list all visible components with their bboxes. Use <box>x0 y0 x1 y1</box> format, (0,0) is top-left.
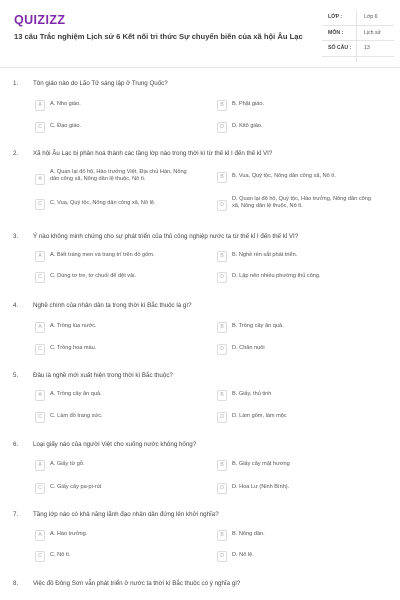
option-a[interactable] <box>35 249 195 265</box>
meta-label: MÔN : <box>328 29 344 36</box>
option-a[interactable] <box>35 98 195 114</box>
option-d[interactable] <box>217 120 387 136</box>
option-letter: A <box>35 530 45 541</box>
option-c[interactable] <box>35 197 195 213</box>
option-letter: B <box>217 460 227 471</box>
option-letter: B <box>217 322 227 333</box>
worksheet-title: 13 câu Trắc nghiệm Lịch sử 6 Kết nối tri thức Sự chuyển biến của xã hội Âu Lạc <box>14 32 303 41</box>
option-letter: A <box>35 322 45 333</box>
option-a[interactable] <box>35 169 195 189</box>
option-text: D. Lập nên nhiều phường thủ công. <box>232 273 321 279</box>
worksheet-meta <box>322 10 394 57</box>
option-letter: B <box>217 530 227 541</box>
header-divider <box>0 67 400 68</box>
option-c[interactable] <box>35 120 195 136</box>
option-text: B. Giấy cây mật hương <box>232 461 290 467</box>
option-d[interactable] <box>217 410 387 426</box>
option-text: B. Nghề rèn sắt phát triển. <box>232 252 298 258</box>
option-letter: A <box>35 100 45 111</box>
option-text: A. Nho giáo. <box>50 101 81 107</box>
option-b[interactable] <box>217 528 387 544</box>
option-text: D. Chăn nuôi <box>232 345 265 351</box>
option-text: B. Phật giáo. <box>232 101 265 107</box>
option-a[interactable] <box>35 528 195 544</box>
option-letter: C <box>35 272 45 283</box>
option-text: D. Hoa Lư (Ninh Bình). <box>232 484 290 490</box>
question-text: Việc đồ Đông Sơn vẫn phát triển ở nước ta thời kì Bắc thuộc có ý nghĩa gì? <box>33 580 241 587</box>
option-d[interactable] <box>217 549 387 565</box>
option-letter: D <box>217 200 227 211</box>
meta-value: 13 <box>364 45 370 51</box>
option-text: A. Trồng lúa nước. <box>50 323 97 329</box>
option-text: C. Vua, Quý tộc, Nông dân công xã, Nô lệ. <box>50 200 156 206</box>
option-letter: C <box>35 483 45 494</box>
question-number: 2. <box>13 150 19 157</box>
question-number: 3. <box>13 233 19 240</box>
option-text: A. Giấy từ gỗ. <box>50 461 85 467</box>
option-letter: D <box>217 122 227 133</box>
option-letter: D <box>217 272 227 283</box>
quizizz-logo[interactable]: QUIZIZZ <box>14 13 66 27</box>
question-text: Ý nào không minh chứng cho sự phát triển của thủ công nghiệp nước ta từ thế kỉ I đến thế kỉ VI? <box>33 233 299 240</box>
option-letter: B <box>217 390 227 401</box>
option-text: A. Biết tráng men và trang trí trên đồ gốm. <box>50 252 155 258</box>
option-d[interactable] <box>217 196 387 216</box>
option-text: B. Nông dân. <box>232 531 265 537</box>
option-text: D. Nô lệ. <box>232 552 254 558</box>
meta-value: Lịch sử <box>364 29 382 36</box>
option-text: D. Làm gốm, làm mộc <box>232 413 287 419</box>
option-text: C. Dùng tơ tre, tơ chuối để dệt vải. <box>50 273 137 279</box>
option-c[interactable] <box>35 270 195 286</box>
option-text: B. Vua, Quý tộc, Nông dân công xã, Nô tì. <box>232 173 336 179</box>
question-text: Nghề chính của nhân dân ta trong thời kì Bắc thuộc là gì? <box>33 302 192 309</box>
option-letter: B <box>217 100 227 111</box>
question-number: 6. <box>13 441 19 448</box>
option-letter: D <box>217 412 227 423</box>
option-text: C. Trồng hoa màu. <box>50 345 97 351</box>
option-letter: D <box>217 483 227 494</box>
option-text: A. Quan lại đô hộ, Hào trưởng Việt, Địa chủ Hán, Nông dân công xã, Nông dân lệ thuộc, Nô tì. <box>50 169 187 182</box>
question-text: Tôn giáo nào do Lão Tử sáng lập ở Trung Quốc? <box>33 80 168 87</box>
option-text: D. Quan lại đô hộ, Quý tộc, Hào trưởng, Nông dân công xã, Nông dân lệ thuộc, Nô tì. <box>232 196 371 209</box>
option-letter: C <box>35 344 45 355</box>
option-text: C. Đạo giáo. <box>50 123 82 129</box>
option-letter: A <box>35 390 45 401</box>
option-a[interactable] <box>35 388 195 404</box>
option-b[interactable] <box>217 320 387 336</box>
question-number: 1. <box>13 80 19 87</box>
option-a[interactable] <box>35 320 195 336</box>
option-letter: A <box>35 460 45 471</box>
option-b[interactable] <box>217 170 387 186</box>
option-b[interactable] <box>217 388 387 404</box>
option-text: B. Giấy, thủ tinh <box>232 391 272 397</box>
option-text: A. Trồng cây ăn quả. <box>50 391 102 397</box>
question-text: Tầng lớp nào có khả năng lãnh đạo nhân dân đứng lên khởi nghĩa? <box>33 511 219 518</box>
option-d[interactable] <box>217 270 387 286</box>
option-letter: D <box>217 344 227 355</box>
option-letter: C <box>35 199 45 210</box>
option-b[interactable] <box>217 249 387 265</box>
question-number: 7. <box>13 511 19 518</box>
option-letter: B <box>217 172 227 183</box>
option-c[interactable] <box>35 410 195 426</box>
option-text: C. Làm đồ trang sức. <box>50 413 103 419</box>
option-text: A. Hào trưởng. <box>50 531 88 537</box>
meta-row-class <box>322 10 394 26</box>
option-b[interactable] <box>217 458 387 474</box>
option-letter: C <box>35 412 45 423</box>
meta-value: Lớp 6 <box>364 14 378 20</box>
meta-row-subject <box>322 26 394 42</box>
option-letter: C <box>35 551 45 562</box>
option-a[interactable] <box>35 458 195 474</box>
option-letter: C <box>35 122 45 133</box>
option-c[interactable] <box>35 481 195 497</box>
option-letter: D <box>217 551 227 562</box>
option-text: C. Giấy cây pa-pi-rút <box>50 484 102 490</box>
option-text: B. Trồng cây ăn quả. <box>232 323 284 329</box>
question-text: Đâu là nghề mới xuất hiện trong thời kì Bắc thuộc? <box>33 372 173 379</box>
option-letter: A <box>35 174 45 185</box>
option-text: C. Nô tì. <box>50 552 71 558</box>
option-d[interactable] <box>217 481 387 497</box>
question-text: Xã hội Âu Lạc bị phân hoá thành các tầng lớp nào trong thời kì từ thế kỉ I đến thế kỉ VI? <box>33 150 273 157</box>
question-number: 5. <box>13 372 19 379</box>
option-text: D. Kitô giáo. <box>232 123 263 129</box>
meta-divider <box>356 10 357 62</box>
option-d[interactable] <box>217 342 387 358</box>
option-letter: B <box>217 251 227 262</box>
option-c[interactable] <box>35 549 195 565</box>
worksheet-header <box>0 0 400 62</box>
question-number: 4. <box>13 302 19 309</box>
question-number: 8. <box>13 580 19 587</box>
meta-label: SỐ CÂU : <box>328 45 352 51</box>
meta-label: LỚP : <box>328 14 343 20</box>
option-letter: A <box>35 251 45 262</box>
option-b[interactable] <box>217 98 387 114</box>
question-text: Loại giấy nào của người Việt cho xuống nước không hỏng? <box>33 441 197 448</box>
meta-row-count <box>322 41 394 57</box>
option-c[interactable] <box>35 342 195 358</box>
